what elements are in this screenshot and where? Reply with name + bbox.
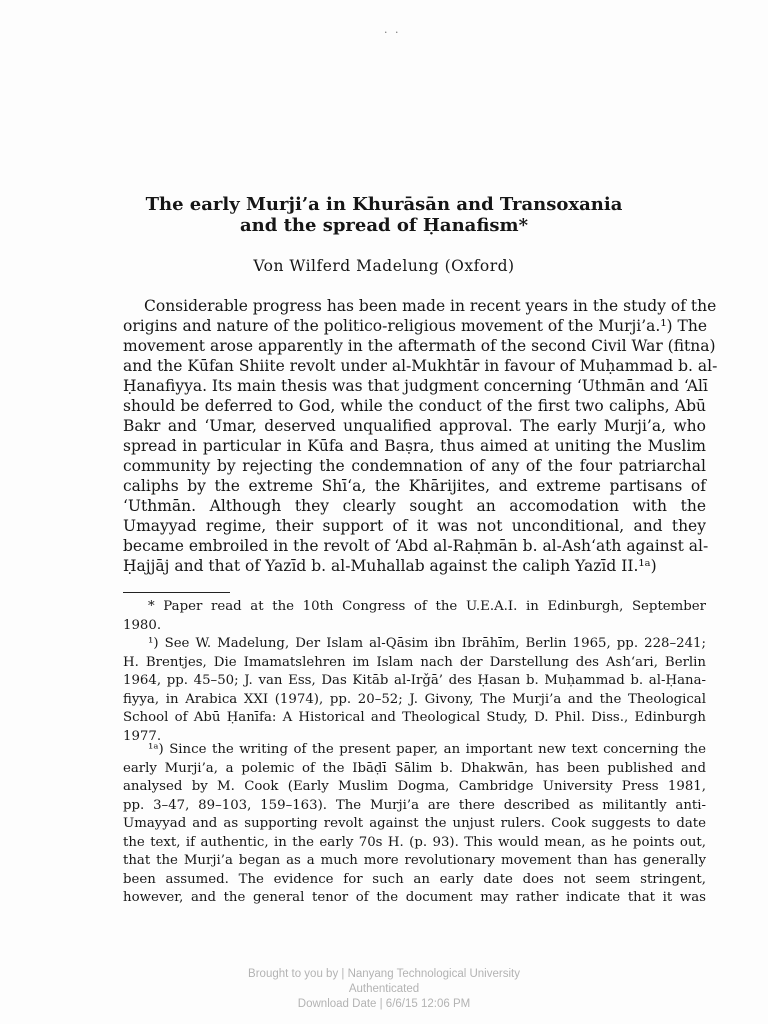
scan-mark: · · — [384, 26, 401, 39]
body-line: Umayyad regime, their support of it was not unconditional, and they — [123, 517, 706, 535]
body-line: spread in particular in Kūfa and Baṣra, thus aimed at uniting the Muslim — [123, 437, 706, 455]
footnote-line: ¹) See W. Madelung, Der Islam al-Qāsim ibn Ibrāhīm, Berlin 1965, pp. 228–241; — [148, 636, 706, 651]
footnote-1a — [123, 741, 706, 908]
watermark-line: Authenticated — [348, 983, 420, 995]
watermark-line: Download Date | 6/6/15 12:06 PM — [297, 998, 471, 1010]
footnote-line: been assumed. The evidence for such an early date does not seem stringent, — [123, 871, 706, 887]
footnote-line: Umayyad and as supporting revolt against the unjust rulers. Cook suggests to date — [123, 816, 706, 831]
body-line: movement arose apparently in the aftermath of the second Civil War (fitna) — [123, 337, 716, 355]
title-line-2: and the spread of Ḥanafism* — [239, 215, 528, 236]
body-line: should be deferred to God, while the conduct of the first two caliphs, Abū — [123, 397, 706, 415]
footnote-line: analysed by M. Cook (Early Muslim Dogma, Cambridge University Press 1981, — [123, 779, 706, 794]
body-line: caliphs by the extreme Shī‘a, the Khārijites, and extreme partisans of — [123, 477, 706, 495]
footnote-line: 1980. — [123, 617, 162, 633]
footnote-line: ¹ᵃ) Since the writing of the present paper, an important new text concerning the — [148, 742, 706, 757]
footnote-line: H. Brentjes, Die Imamatslehren im Islam nach der Darstellung des Ash‘ari, Berlin — [123, 654, 706, 670]
footnote-line: pp. 3–47, 89–103, 159–163). The Murji’a are there described as militantly anti- — [123, 797, 706, 813]
body-line: and the Kūfan Shiite revolt under al-Mukhtār in favour of Muḥammad b. al- — [123, 357, 718, 375]
footnote-line: fiyya, in Arabica XXI (1974), pp. 20–52; J. Givony, The Murji’a and the Theological — [123, 691, 706, 707]
footnote-line: * Paper read at the 10th Congress of the U.E.A.I. in Edinburgh, September — [148, 599, 706, 614]
footnote-line: 1964, pp. 45–50; J. van Ess, Das Kitāb al-Irǧā’ des Ḥasan b. Muḥammad b. al-Ḥana- — [123, 673, 706, 688]
title-line-1: The early Murji’a in Khurāsān and Transoxania — [145, 194, 623, 215]
article-author: Von Wilferd Madelung (Oxford) — [253, 257, 515, 275]
footnote-line: School of Abū Ḥanīfa: A Historical and Theological Study, D. Phil. Diss., Edinburgh — [123, 710, 706, 725]
body-line: Bakr and ‘Umar, deserved unqualified approval. The early Murji’a, who — [123, 417, 706, 435]
footnote-1 — [123, 635, 706, 746]
footnote-line: 1977. — [123, 728, 162, 744]
footnote-line: early Murji’a, a polemic of the Ibāḍī Sālim b. Dhakwān, has been published and — [123, 760, 706, 776]
body-line: Ḥanafiyya. Its main thesis was that judgment concerning ‘Uthmān and ‘Alī — [123, 377, 708, 395]
download-watermark — [0, 967, 768, 1012]
footnote-line: that the Murji’a began as a much more revolutionary movement than has generally — [123, 853, 706, 868]
footnote-star — [123, 598, 706, 635]
body-line: Ḥajjāj and that of Yazīd b. al-Muhallab against the caliph Yazīd II.¹ᵃ) — [123, 557, 657, 575]
article-title — [80, 194, 688, 236]
watermark-line: Brought to you by | Nanyang Technological University — [248, 968, 520, 980]
footnote-line: however, and the general tenor of the document may rather indicate that it was — [123, 890, 706, 905]
footnote-separator — [123, 592, 230, 593]
body-line: ‘Uthmān. Although they clearly sought an accomodation with the — [123, 497, 706, 515]
body-line: community by rejecting the condemnation of any of the four patriarchal — [123, 457, 706, 475]
body-line: origins and nature of the politico-religious movement of the Murji’a.¹) The — [123, 317, 708, 335]
body-paragraph — [123, 296, 718, 576]
body-line: Considerable progress has been made in recent years in the study of the — [144, 297, 717, 315]
footnote-line: the text, if authentic, in the early 70s H. (p. 93). This would mean, as he points out, — [123, 834, 706, 850]
body-line: became embroiled in the revolt of ‘Abd al-Raḥmān b. al-Ash‘ath against al- — [123, 537, 709, 555]
